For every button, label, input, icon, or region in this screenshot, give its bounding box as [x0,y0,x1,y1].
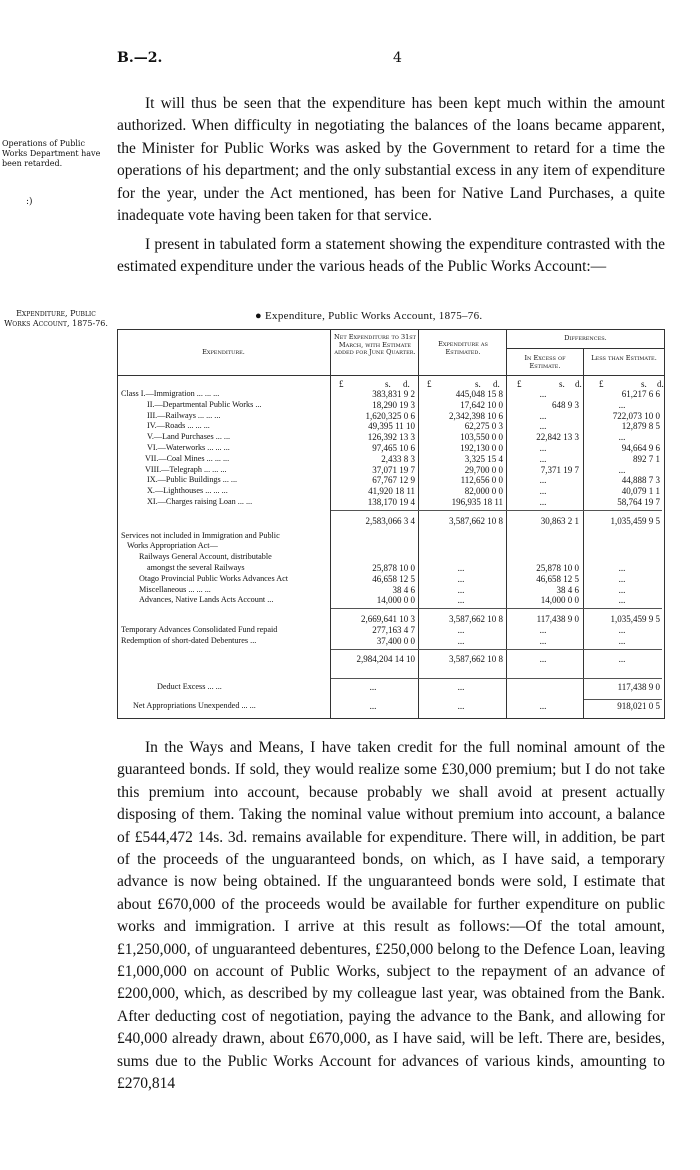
subtotal1-rule [331,510,662,511]
class-row-excess: ... [539,443,547,453]
class-row-excess: 22,842 13 3 [536,432,579,443]
class-row-excess: 648 9 3 [552,399,579,410]
service-row-est: ... [457,563,465,573]
service-row-label: Miscellaneous ... ... ... [139,584,211,594]
subtotal2-net: 2,669,641 10 3 [361,614,415,625]
service-row-less: ... [618,584,626,595]
service-row-label: amongst the several Railways [147,563,245,572]
unit-pound-less: £ [599,379,604,389]
header-less: Less than Estimate. [591,354,657,362]
unexpended-est: ... [457,701,465,712]
subtotal2-less: 1,035,459 9 5 [610,614,660,625]
deduct-rule [331,678,662,679]
unexpended-excess: ... [539,701,547,712]
service-row-label: Otago Provincial Public Works Advances Act [139,573,289,583]
document-code: B.—2. [117,50,163,66]
bullet-mark: ● [255,310,262,322]
class-row-est: 3,325 15 4 [464,453,503,464]
subtotal1-excess: 30,863 2 1 [540,515,579,526]
unit-d-net: d. [403,379,410,389]
class-row-net: 49,395 11 10 [368,421,415,432]
table-title [255,310,482,322]
class-row-est: 29,700 0 0 [464,464,503,475]
class-row-label: VI.—Waterworks ... ... ... [147,443,230,452]
class-row-label: IX.—Public Buildings ... ... [147,475,238,485]
class-row-less: 40,079 1 1 [621,486,660,497]
service-row-less: ... [618,563,626,573]
service-row-label: Railways General Account, distributable [139,552,272,562]
class-row-net: 1,620,325 0 6 [365,410,415,421]
unit-d-less: d. [657,379,664,389]
stray-mark: :) [26,197,33,207]
class-row-less: ... [618,432,626,443]
subtotal2-excess: 117,438 9 0 [536,614,579,625]
subtotal1-less: 1,035,459 9 5 [610,515,660,526]
class-row-est: 17,642 10 0 [460,399,503,410]
class-row-est: 192,130 0 0 [460,443,503,453]
class-row-net: 138,170 19 4 [367,497,415,507]
class-row-est: 62,275 0 3 [464,421,503,432]
class-row-est: 112,656 0 0 [460,475,503,486]
table-rule-differences [506,348,665,349]
class-row-est: 2,342,398 10 6 [449,410,503,421]
service-row-less: ... [618,573,626,584]
class-row-less: 12,879 8 5 [621,421,660,432]
paragraph-2: I present in tabulated form a statement showing the expenditure contrasted with the estimated expenditure under the various heads of the Public Works Account:— [117,236,665,276]
class-row-less: 61,217 6 6 [621,389,660,399]
unit-s-less: s. [641,379,647,389]
unexpended-net: ... [369,701,377,712]
temporary-row-est: ... [457,635,465,646]
class-row-less: ... [618,399,626,410]
class-row-est: 445,048 15 8 [455,389,503,399]
class-row-est: 196,935 18 11 [451,497,503,507]
total-excess: ... [539,653,547,664]
total-less: ... [618,653,626,664]
class-row-excess: ... [539,475,547,486]
class-row-label: II.—Departmental Public Works ... [147,399,262,409]
unit-pound-excess: £ [517,379,522,389]
service-row-excess: 38 4 6 [556,584,579,595]
temporary-row-less: ... [618,635,626,646]
class-row-label: V.—Land Purchases ... ... [147,432,231,442]
class-row-label: VII.—Coal Mines ... ... ... [145,453,230,463]
total-net: 2,984,204 14 10 [356,653,415,664]
services-heading: Services not included in Immigration and Public [121,530,280,540]
table-rule-top [117,329,665,330]
service-row-excess: 46,658 12 5 [536,573,579,584]
class-row-net: 37,071 19 7 [372,464,415,475]
class-row-net: 18,290 19 3 [372,399,415,410]
service-row-label: Advances, Native Lands Acts Account ... [139,595,274,605]
service-row-net: 46,658 12 5 [372,573,415,584]
service-row-est: ... [457,584,465,595]
service-row-net: 25,878 10 0 [372,563,415,573]
services-heading: Works Appropriation Act— [127,541,218,551]
class-row-excess: ... [539,389,547,399]
class-row-label: III.—Railways ... ... ... [147,410,221,420]
class-row-net: 41,920 18 11 [368,486,415,497]
class-row-net: 383,831 9 2 [372,389,415,399]
class-row-less: 94,664 9 6 [621,443,660,453]
deduct-net: ... [369,682,377,693]
class-row-less: 722,073 10 0 [612,410,660,421]
expenditure-table [117,329,665,719]
temporary-row-less: ... [618,625,626,635]
header-net-expenditure: Net Expenditure to 31st March, with Estimate added for June Quarter. [334,333,416,356]
class-row-net: 126,392 13 3 [367,432,415,443]
unit-s-net: s. [385,379,391,389]
class-row-label: IV.—Roads ... ... ... [147,421,210,431]
header-in-excess: In Excess of Estimate. [524,354,566,370]
class-row-net: 97,465 10 6 [372,443,415,453]
temporary-row-excess: ... [539,635,547,646]
class-row-net: 67,767 12 9 [372,475,415,486]
header-estimated: Expenditure as Estimated. [438,340,488,356]
unit-d-est: d. [493,379,500,389]
class-row-excess: ... [539,410,547,421]
deduct-less: 117,438 9 0 [617,682,660,693]
subtotal1-est: 3,587,662 10 8 [449,515,503,526]
table-border-right [664,329,665,719]
class-row-excess: ... [539,497,547,507]
class-row-label: X.—Lighthouses ... ... ... [147,486,228,496]
temporary-row-est: ... [457,625,465,635]
class-row-net: 2,433 8 3 [381,453,415,464]
header-differences: Differences. [564,334,607,342]
paragraph-1: It will thus be seen that the expenditure has been kept much within the amount authorized. When difficulty in negotiating the balances of the loans became apparent, the Minister for Public Works was asked by the Government to retard for a time the operations of his department; and the only substantial excess in any item of expenditure for the year, under the Act mentioned, has been for Native Land Purchases, a quite inadequate vote having been taken for that service. [117,95,665,225]
class-row-label: Class I.—Immigration ... ... ... [121,389,220,398]
class-row-less: 892 7 1 [633,453,660,464]
unexpended-less: 918,021 0 5 [617,701,660,712]
page-number: 4 [393,50,402,66]
class-row-less: 58,764 19 7 [617,497,660,507]
margin-note-operations: Operations of Public Works Department have been retarded. [2,139,101,168]
unit-d-excess: d. [575,379,582,389]
class-row-est: 82,000 0 0 [464,486,503,497]
margin-note-expenditure: Expenditure, Public Works Account, 1875-76. [4,309,108,328]
class-row-label: VIII.—Telegraph ... ... ... [145,464,227,474]
unit-pound-net: £ [339,379,344,389]
service-row-net: 38 4 6 [392,584,415,595]
temporary-row-label: Redemption of short-dated Debentures ... [121,635,257,645]
service-row-est: ... [457,595,465,606]
class-row-label: XI.—Charges raising Loan ... ... [147,497,253,506]
class-row-excess: ... [539,486,547,497]
temporary-row-net: 277,163 4 7 [372,625,415,635]
class-row-less: 44,888 7 3 [621,475,660,486]
class-row-less: ... [618,464,626,475]
total-est: 3,587,662 10 8 [449,653,503,664]
unit-s-est: s. [475,379,481,389]
service-row-net: 14,000 0 0 [376,595,415,606]
total-rule [331,649,662,650]
deduct-est: ... [457,682,465,693]
subtotal2-rule [331,608,662,609]
deduct-label: Deduct Excess ... ... [157,682,222,692]
temporary-row-label: Temporary Advances Consolidated Fund repaid [121,625,278,634]
unexpended-label: Net Appropriations Unexpended ... ... [133,701,256,711]
service-row-excess: 14,000 0 0 [540,595,579,606]
service-row-est: ... [457,573,465,584]
paragraph-3: In the Ways and Means, I have taken credit for the full nominal amount of the guaranteed bonds. If sold, they would realize some £30,000 premium; but I do not take this premium into account, because probably we shall avoid at present actually disposing of them. Taking the nominal value without premium into account, a balance of £544,472 14s. 3d. remains available for expenditure. There will, in addition, be part of the proceeds of the unguaranteed bonds, on which, as I have said, a temporary advance is now being obtained. If the unguaranteed bonds were sold, I estimate that about £670,000 of the proceeds would be available for further expenditure on public works and immigration. I arrive at this result as follows:—Of the total amount, £1,250,000, of unguaranteed debentures, £250,000 belong to the Defence Loan, leaving £1,000,000 on account of Public Works, subject to the repayment of an advance of £200,000, which, as described by my colleague last year, was obtained from the Bank. After deducting cost of negotiation, paying the advance to the Bank, and allowing for £40,000 already drawn, about £670,000, as I have said, will be left. There are, besides, sums due to the Public Works Account for advances of various kinds, amounting to £270,814 [117,739,665,1093]
subtotal2-est: 3,587,662 10 8 [449,614,503,625]
unit-pound-est: £ [427,379,432,389]
temporary-row-net: 37,400 0 0 [376,635,415,646]
class-row-excess: ... [539,453,547,464]
class-row-excess: ... [539,421,547,432]
unit-s-excess: s. [559,379,565,389]
class-row-est: 103,550 0 0 [460,432,503,443]
service-row-less: ... [618,595,626,606]
service-row-excess: 25,878 10 0 [536,563,579,573]
header-expenditure: Expenditure. [202,348,245,356]
table-border-left [117,329,118,719]
table-title-text: Expenditure, Public Works Account, 1875–76. [265,310,483,322]
unexpended-rule [584,699,662,700]
class-row-excess: 7,371 19 7 [540,464,579,475]
subtotal1-net: 2,583,066 3 4 [365,515,415,526]
temporary-row-excess: ... [539,625,547,635]
